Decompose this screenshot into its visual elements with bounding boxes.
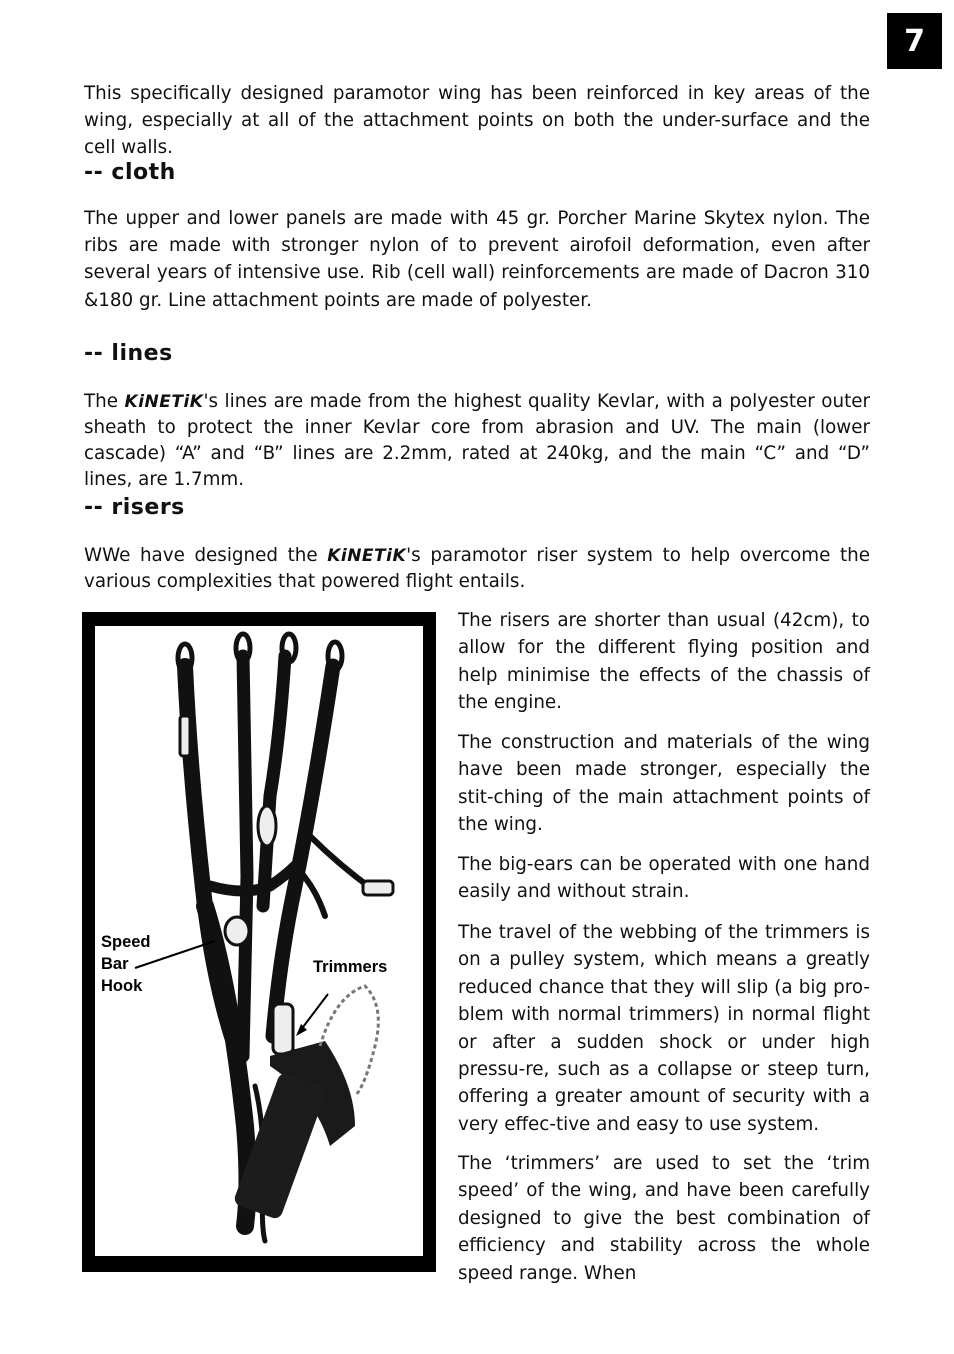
risers-intro-paragraph: WWe have designed the KiNETiK's paramotor riser system to help overcome the various complexities that powered flight entails. bbox=[84, 545, 870, 592]
brand-logo: KiNETiK bbox=[124, 392, 204, 412]
trimmers-pointer bbox=[300, 994, 328, 1031]
riser-photo bbox=[95, 626, 423, 1256]
column-paragraph: The big-ears can be operated with one hand easily and without strain. bbox=[458, 854, 870, 903]
page-number: 7 bbox=[887, 13, 942, 69]
lines-heading: -- lines bbox=[84, 341, 173, 366]
column-paragraph: The ‘trimmers’ are used to set the ‘trim speed’ of the wing, and have been carefully designed to give the best combination of efficiency and stability across the whole speed range. When bbox=[458, 1153, 870, 1284]
brand-logo: KiNETiK bbox=[327, 546, 407, 566]
column-paragraph: The travel of the webbing of the trimmers is on a pulley system, which means a greatly reduced chance that they will slip (a big pro-blem with normal trimmers) in normal flight or after a sudden shock or under high pressu-re, such as a collapse or steep turn, offering a greater amount of security with a very effec-tive and easy to use system. bbox=[458, 922, 870, 1135]
risers-heading: -- risers bbox=[84, 495, 185, 520]
cloth-heading: -- cloth bbox=[84, 160, 176, 185]
intro-paragraph: This specifically designed paramotor wing has been reinforced in key areas of the wing, especially at all of the attachment points on both the under-surface and the cell walls. bbox=[84, 83, 870, 159]
column-paragraph: The construction and materials of the wing have been made stronger, especially the stit-ching of the main attachment points of the wing. bbox=[458, 732, 870, 836]
trimmers-label: Trimmers bbox=[313, 958, 388, 976]
cloth-paragraph: The upper and lower panels are made with 45 gr. Porcher Marine Skytex nylon. The ribs are made with stronger nylon of to prevent airofoil deformation, even after several years of intensive use. Rib (cell wall) reinforcements are made of Dacron 310 &180 gr. Line attachment points are made of polyester. bbox=[84, 208, 870, 311]
column-paragraph: The risers are shorter than usual (42cm), to allow for the different flying position and help minimise the effects of the chassis of the engine. bbox=[458, 610, 870, 714]
riser-photo-frame bbox=[82, 612, 436, 1272]
lines-paragraph: The KiNETiK's lines are made from the highest quality Kevlar, with a polyester outer sheath to protect the inner Kevlar core from abrasion and UV. The main (lower cascade) “A” and “B” lines are 2.2mm, rated at 240kg, and the main “C” and “D” lines, are 1.7mm. bbox=[84, 391, 871, 490]
speed-bar-hook-label: Speed Bar Hook bbox=[101, 933, 151, 995]
